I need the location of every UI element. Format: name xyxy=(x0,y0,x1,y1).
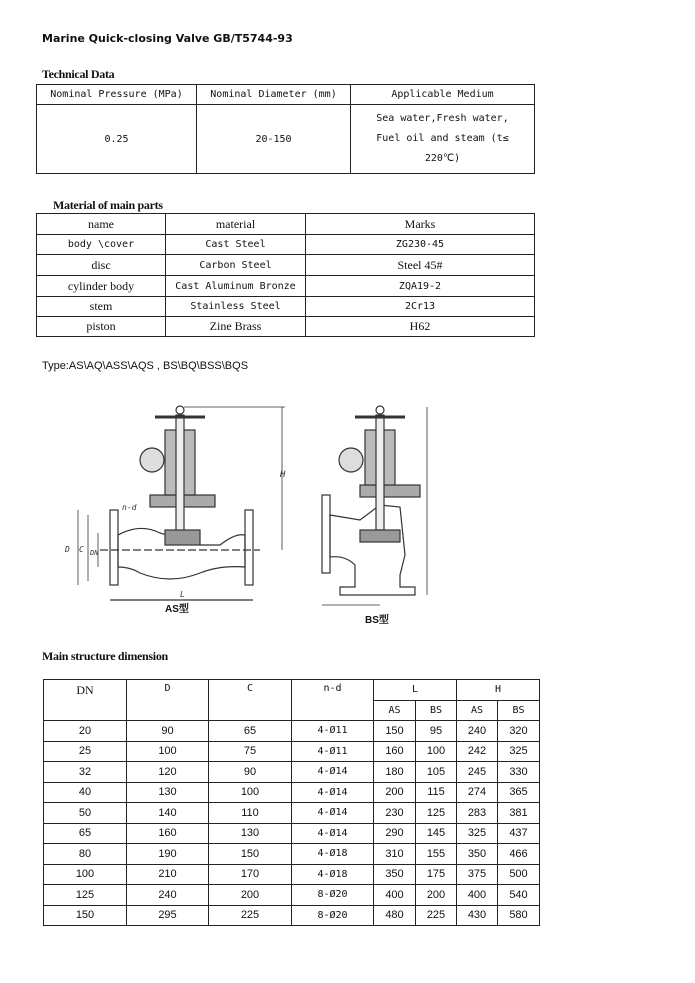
table-cell: 180 xyxy=(374,762,416,783)
table-cell: 100 xyxy=(127,741,209,762)
table-row xyxy=(44,905,540,926)
table-cell: 20 xyxy=(44,721,127,742)
table-cell: 320 xyxy=(498,721,540,742)
table-cell: 80 xyxy=(44,844,127,865)
table-cell: 125 xyxy=(416,803,457,824)
table-cell: 200 xyxy=(416,885,457,906)
table-row: disc Carbon Steel Steel 45# xyxy=(37,255,535,276)
table-cell: 50 xyxy=(44,803,127,824)
table-cell: 175 xyxy=(416,864,457,885)
header-cell: Nominal Diameter (mm) xyxy=(197,85,351,105)
table-cell: 8-Ø20 xyxy=(292,905,374,926)
h-dim-label: H xyxy=(280,470,286,480)
svg-text:n-d: n-d xyxy=(122,503,137,512)
table-cell: 274 xyxy=(457,782,498,803)
table-cell: 365 xyxy=(498,782,540,803)
table-cell: 225 xyxy=(416,905,457,926)
table-cell: 540 xyxy=(498,885,540,906)
table-cell: 190 xyxy=(127,844,209,865)
table-cell: 290 xyxy=(374,823,416,844)
table-row: cylinder body Cast Aluminum Bronze ZQA19-2 xyxy=(37,276,535,297)
table-cell: 110 xyxy=(209,803,292,824)
table-cell: 325 xyxy=(498,741,540,762)
table-cell: 105 xyxy=(416,762,457,783)
table-cell: 160 xyxy=(127,823,209,844)
table-cell: 430 xyxy=(457,905,498,926)
table-cell: 90 xyxy=(127,721,209,742)
materials-heading: Material of main parts xyxy=(53,198,163,212)
table-row xyxy=(44,762,540,783)
table-cell: 150 xyxy=(44,905,127,926)
table-cell: 381 xyxy=(498,803,540,824)
bs-valve-drawing xyxy=(322,406,427,605)
header-cell: Marks xyxy=(306,214,535,235)
table-cell: 160 xyxy=(374,741,416,762)
table-cell: 130 xyxy=(127,782,209,803)
table-cell: 100 xyxy=(209,782,292,803)
table-cell: 65 xyxy=(44,823,127,844)
table-cell: 350 xyxy=(457,844,498,865)
table-cell: 25 xyxy=(44,741,127,762)
table-cell: 245 xyxy=(457,762,498,783)
table-cell: 115 xyxy=(416,782,457,803)
table-cell: 4-Ø14 xyxy=(292,803,374,824)
technical-data-heading: Technical Data xyxy=(42,67,115,81)
table-cell: 500 xyxy=(498,864,540,885)
table-cell: 40 xyxy=(44,782,127,803)
header-cell: Applicable Medium xyxy=(351,85,535,105)
header-nd: n-d xyxy=(292,680,374,721)
header-dn: DN xyxy=(44,680,127,721)
table-cell: 90 xyxy=(209,762,292,783)
header-cell: material xyxy=(166,214,306,235)
table-cell: 150 xyxy=(374,721,416,742)
bs-label: BS型 xyxy=(365,615,389,626)
table-cell: 295 xyxy=(127,905,209,926)
materials-table xyxy=(36,213,535,337)
table-row xyxy=(44,782,540,803)
dimensions-heading: Main structure dimension xyxy=(42,649,168,663)
table-cell: 230 xyxy=(374,803,416,824)
pressure-value: 0.25 xyxy=(37,105,197,174)
document-title: Marine Quick-closing Valve GB/T5744-93 xyxy=(42,32,293,45)
table-cell: 75 xyxy=(209,741,292,762)
table-cell: 325 xyxy=(457,823,498,844)
table-cell: 350 xyxy=(374,864,416,885)
header-l: L xyxy=(374,680,457,701)
table-cell: 145 xyxy=(416,823,457,844)
table-row: piston Zine Brass H62 xyxy=(37,317,535,337)
table-row xyxy=(44,741,540,762)
table-cell: 400 xyxy=(374,885,416,906)
table-cell: 437 xyxy=(498,823,540,844)
table-cell: 150 xyxy=(209,844,292,865)
table-cell: 466 xyxy=(498,844,540,865)
table-cell: 125 xyxy=(44,885,127,906)
table-cell: 130 xyxy=(209,823,292,844)
table-cell: 65 xyxy=(209,721,292,742)
as-label: AS型 xyxy=(165,604,189,615)
table-row xyxy=(44,803,540,824)
table-cell: 240 xyxy=(457,721,498,742)
table-row xyxy=(44,721,540,742)
table-row: body \cover Cast Steel ZG230-45 xyxy=(37,235,535,255)
svg-text:DN: DN xyxy=(90,549,99,557)
table-cell: 100 xyxy=(44,864,127,885)
table-cell: 100 xyxy=(416,741,457,762)
medium-value: Sea water,Fresh water, Fuel oil and steam (t≤ 220℃) xyxy=(351,105,535,174)
table-cell: 4-Ø14 xyxy=(292,762,374,783)
table-cell: 170 xyxy=(209,864,292,885)
table-cell: 200 xyxy=(374,782,416,803)
table-cell: 330 xyxy=(498,762,540,783)
header-h: H xyxy=(457,680,540,701)
svg-text:C: C xyxy=(79,545,84,554)
table-cell: 140 xyxy=(127,803,209,824)
table-cell: 210 xyxy=(127,864,209,885)
table-cell: 240 xyxy=(127,885,209,906)
dimensions-table: DN D C n-d L H AS BS AS BS 20 90 65 4-Ø11 150 95 240 320 25 100 75 4-Ø11 160 100 242 325 32 120 90 4-Ø14 180 105 245 330 40 130 100 4-Ø14 200 115 274 365 50 140 110 4-Ø14 230 125 283 381 65 160 130 4-Ø14 290 145 325 437 80 190 150 4-Ø18 310 155 350 466 100 210 170 4-Ø18 350 175 375 500 125 240 200 8-Ø20 400 200 400 540 150 295 225 8-Ø20 480 225 430 580 xyxy=(43,679,540,926)
table-cell: 310 xyxy=(374,844,416,865)
table-cell: 95 xyxy=(416,721,457,742)
technical-data-table xyxy=(36,84,535,174)
table-cell: 200 xyxy=(209,885,292,906)
type-line: Type:AS\AQ\ASS\AQS , BS\BQ\BSS\BQS xyxy=(42,360,249,372)
header-cell: name xyxy=(37,214,166,235)
table-cell: 4-Ø18 xyxy=(292,844,374,865)
table-cell: 242 xyxy=(457,741,498,762)
table-cell: 4-Ø18 xyxy=(292,864,374,885)
header-c: C xyxy=(209,680,292,721)
table-cell: 4-Ø14 xyxy=(292,823,374,844)
table-cell: 225 xyxy=(209,905,292,926)
table-row xyxy=(44,823,540,844)
table-cell: 32 xyxy=(44,762,127,783)
header-d: D xyxy=(127,680,209,721)
table-cell: 480 xyxy=(374,905,416,926)
table-cell: 155 xyxy=(416,844,457,865)
table-cell: 4-Ø11 xyxy=(292,741,374,762)
table-cell: 283 xyxy=(457,803,498,824)
table-row: stem Stainless Steel 2Cr13 xyxy=(37,297,535,317)
svg-text:L: L xyxy=(180,590,185,599)
table-row xyxy=(44,844,540,865)
table-cell: 375 xyxy=(457,864,498,885)
table-cell: 120 xyxy=(127,762,209,783)
table-cell: 4-Ø11 xyxy=(292,721,374,742)
header-cell: Nominal Pressure (MPa) xyxy=(37,85,197,105)
table-row xyxy=(44,864,540,885)
table-cell: 400 xyxy=(457,885,498,906)
table-cell: 4-Ø14 xyxy=(292,782,374,803)
table-cell: 8-Ø20 xyxy=(292,885,374,906)
valve-drawing xyxy=(60,395,440,630)
as-valve-drawing xyxy=(78,406,285,600)
table-row xyxy=(44,885,540,906)
svg-text:D: D xyxy=(65,545,70,554)
diameter-value: 20-150 xyxy=(197,105,351,174)
table-cell: 580 xyxy=(498,905,540,926)
